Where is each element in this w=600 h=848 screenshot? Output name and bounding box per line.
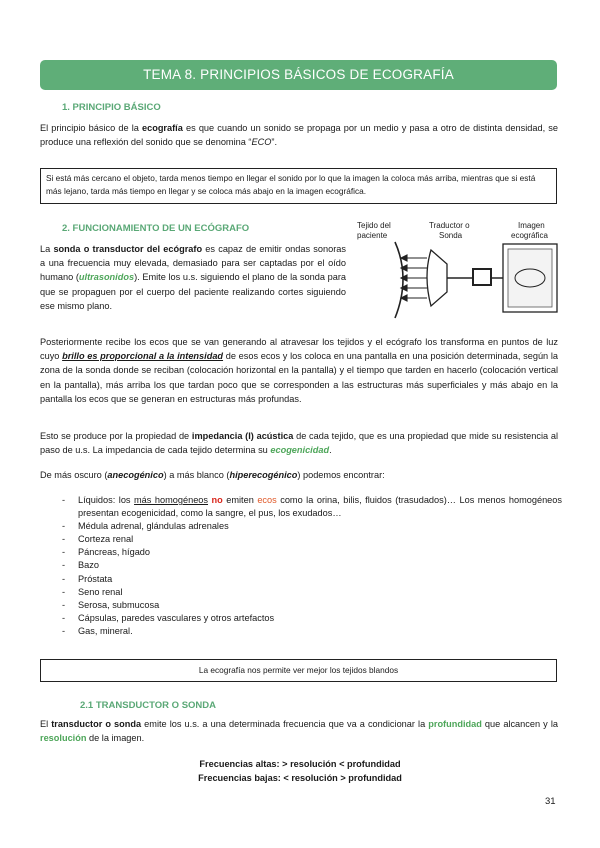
text: . xyxy=(329,445,332,456)
list-item: - Corteza renal xyxy=(62,533,562,546)
text-green-italic: ecogenicidad xyxy=(270,445,330,456)
diagram-label-image-1: Imagen xyxy=(518,221,545,230)
text-bold-italic: hiperecogénico xyxy=(229,470,298,480)
text: Posteriormente recibe los ecos que se van generando al atravesar los tejidos y el ecógrafo los transforma en puntos de luz cuyo xyxy=(40,337,558,362)
list-item: - Serosa, submucosa xyxy=(62,599,562,612)
list-item: - Próstata xyxy=(62,573,562,586)
list-item: - Páncreas, hígado xyxy=(62,546,562,559)
text-green: profundidad xyxy=(428,719,482,729)
text: El principio básico de la xyxy=(40,123,142,133)
diagram-label-probe-2: Sonda xyxy=(439,231,463,240)
text: emite los u.s. a una determinada frecuencia que va a condicionar la xyxy=(141,719,429,729)
paragraph-transductor xyxy=(40,717,558,745)
text: El xyxy=(40,719,52,729)
list-item: - Médula adrenal, glándulas adrenales xyxy=(62,520,562,533)
frequency-low: Frecuencias bajas: < resolución > profundidad xyxy=(198,773,402,783)
list-item: - Bazo xyxy=(62,559,562,572)
paragraph-sonda xyxy=(40,242,346,313)
text-green: resolución xyxy=(40,733,87,744)
text-bold: impedancia (I) acústica xyxy=(191,431,294,441)
section-heading-funcionamiento: 2. FUNCIONAMIENTO DE UN ECÓGRAFO xyxy=(62,223,250,234)
diagram-label-tissue-2: paciente xyxy=(357,231,388,240)
list-item: - Líquidos: los más homogéneos no emiten ecos como la orina, bilis, fluidos (trasudados)… Los menos homogéneos presentan ecogenicidad, como la sangre, el pus, los exudados… xyxy=(62,494,562,520)
list-item: - Gas, mineral. xyxy=(62,625,562,638)
diagram-label-image-2: ecográfica xyxy=(511,231,548,240)
text: de esos ecos y los coloca en una pantalla en una posición determinada, según la zona de la sonda donde se reciban (colocación horizontal en la pantalla) y el tiempo que tarden en hacerlo (colocación vertical en la pantalla), más arriba los que tardan poco que se corresponden a las estructuras más superficiales y más abajo en la pantalla los ecos que se generan en estructuras más profundas. xyxy=(40,351,558,404)
ultrasound-waves xyxy=(401,255,427,301)
text: de la imagen. xyxy=(86,733,145,744)
page-title: TEMA 8. PRINCIPIOS BÁSICOS DE ECOGRAFÍA xyxy=(40,60,557,90)
note-box-distance xyxy=(40,168,557,204)
text: ) a más blanco ( xyxy=(163,470,230,480)
text-bold: ecografía xyxy=(141,123,183,133)
list-item: - Seno renal xyxy=(62,586,562,599)
section-heading-principio: 1. PRINCIPIO BÁSICO xyxy=(62,102,161,113)
note-text: La ecografía nos permite ver mejor los tejidos blandos xyxy=(198,665,399,675)
text-bold: transductor o sonda xyxy=(51,719,142,729)
text: ). Emite los u.s. siguiendo el plano de la sonda para que se propaguen por el cuerpo del paciente realizando cortes siguiendo ese mismo plano. xyxy=(40,272,346,311)
note-box-soft-tissue xyxy=(40,659,557,682)
paragraph-principio xyxy=(40,121,558,149)
text: La xyxy=(40,244,54,254)
tissue-boundary xyxy=(395,242,403,318)
text-green-italic: ultrasonidos xyxy=(78,272,135,283)
text: es capaz de emitir ondas sonoras a una frecuencia muy elevada, demasiado para ser captadas por el oído humano ( xyxy=(40,244,346,283)
note-text: Si está más cercano el objeto, tarda menos tiempo en llegar el sonido por lo que la imagen la coloca más arriba, mientras que si está más lejano, tarda más tiempo en llegar y se coloca más abajo en la imagen ecográfica. xyxy=(46,173,536,196)
ecogenicity-list xyxy=(62,494,562,638)
processor-box xyxy=(473,269,491,285)
text: Esto se produce por la propiedad de xyxy=(40,431,192,441)
text-italic: ECO xyxy=(251,137,272,148)
text: De más oscuro ( xyxy=(40,470,108,480)
text: ”. xyxy=(271,137,278,148)
diagram-label-probe-1: Traductor o xyxy=(429,221,470,230)
frequency-high: Frecuencias altas: > resolución < profundidad xyxy=(199,759,401,769)
list-item: - Cápsulas, paredes vasculares y otros artefactos xyxy=(62,612,562,625)
diagram-label-tissue-1: Tejido del xyxy=(357,221,391,230)
text: de cada tejido, que es una propiedad que mide su resistencia al paso de u.s. La impedancia de cada tejido determina su xyxy=(40,431,558,456)
section-heading-transductor: 2.1 TRANSDUCTOR O SONDA xyxy=(80,700,217,711)
paragraph-ecos xyxy=(40,335,558,406)
paragraph-impedancia xyxy=(40,429,558,457)
text-bold-underline: brillo es proporcional a la intensidad xyxy=(62,351,224,362)
text-bold-italic: anecogénico xyxy=(107,470,164,480)
text-bold: sonda o transductor del ecógrafo xyxy=(53,244,203,254)
paragraph-escala xyxy=(40,468,558,482)
text: es que cuando un sonido se propaga por un medio y pasa a otro de distinta densidad, se produce una reflexión del sonido que se denomina “ xyxy=(40,123,558,148)
text: ) podemos encontrar: xyxy=(297,470,385,480)
probe-head xyxy=(427,250,447,306)
page-number: 31 xyxy=(545,796,556,807)
ultrasound-diagram xyxy=(355,218,560,320)
text: que alcancen y la xyxy=(481,719,558,729)
